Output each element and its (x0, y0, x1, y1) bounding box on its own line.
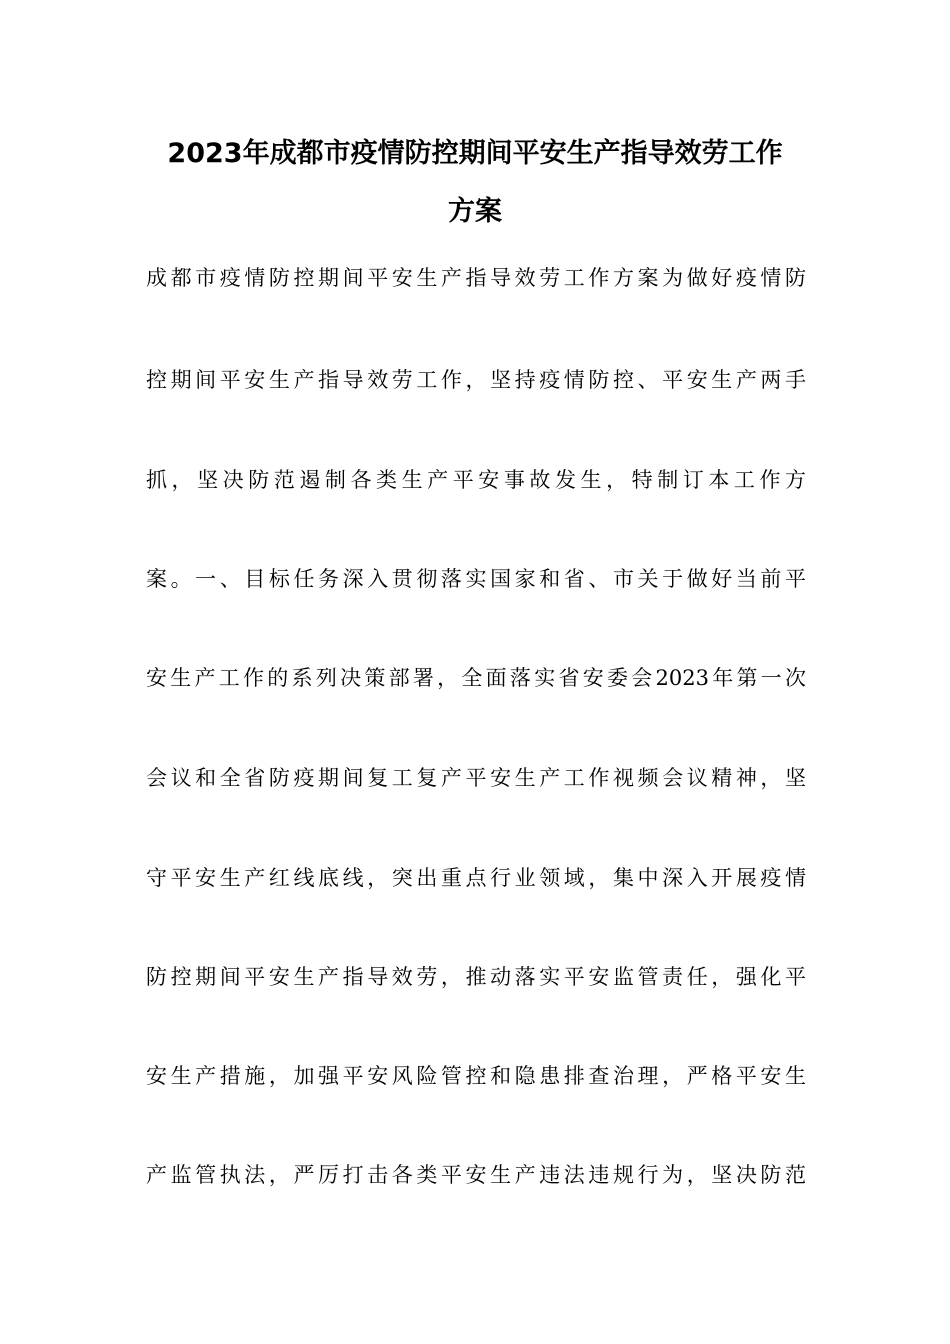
document-title-line-1: 2023年成都市疫情防控期间平安生产指导效劳工作 (167, 138, 783, 169)
body-text-line: 安生产工作的系列决策部署，全面落实省安委会2023年第一次 (146, 666, 806, 690)
document-title-line-2: 方案 (448, 196, 502, 227)
body-text-line: 抓，坚决防范遏制各类生产平安事故发生，特制订本工作方 (146, 468, 806, 492)
body-text-line: 产监管执法，严厉打击各类平安生产违法违规行为，坚决防范 (146, 1163, 806, 1187)
body-text-line: 守平安生产红线底线，突出重点行业领域，集中深入开展疫情 (146, 866, 806, 890)
body-text-line: 控期间平安生产指导效劳工作，坚持疫情防控、平安生产两手 (146, 368, 806, 392)
body-text-line: 防控期间平安生产指导效劳，推动落实平安监管责任，强化平 (146, 965, 806, 989)
body-text-line: 安生产措施，加强平安风险管控和隐患排查治理，严格平安生 (146, 1064, 806, 1088)
body-text-line: 成都市疫情防控期间平安生产指导效劳工作方案为做好疫情防 (146, 266, 806, 290)
body-text-line: 会议和全省防疫期间复工复产平安生产工作视频会议精神，坚 (146, 766, 806, 790)
body-text-line: 案。一、目标任务深入贯彻落实国家和省、市关于做好当前平 (146, 567, 806, 591)
